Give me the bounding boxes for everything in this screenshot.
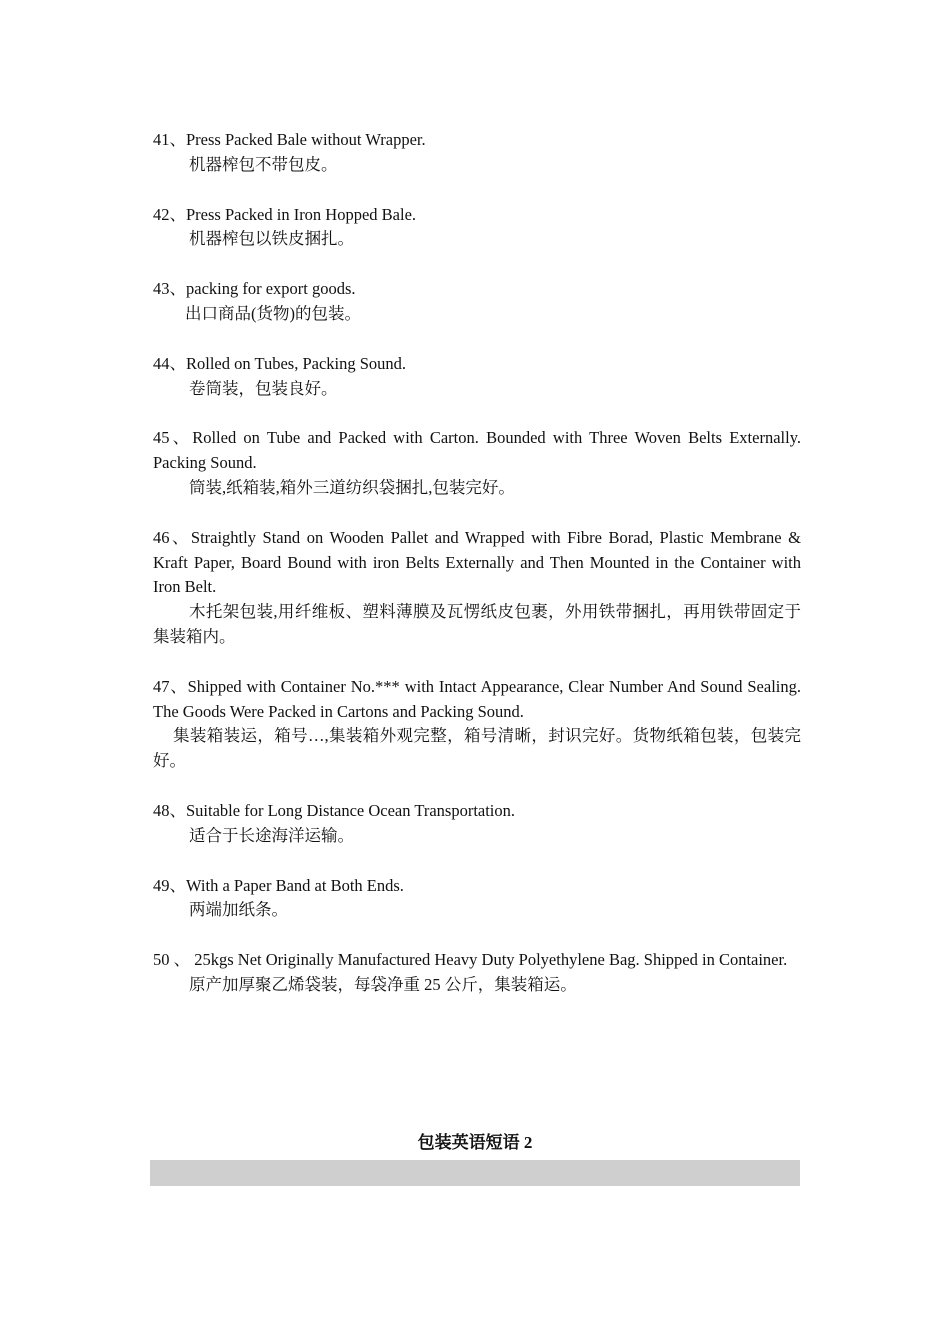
entry-english — [153, 799, 801, 824]
entry-number: 45 — [153, 428, 170, 448]
entry-45 — [153, 426, 801, 500]
entry-separator: 、 — [169, 527, 191, 547]
entry-english-text: Rolled on Tube and Packed with Carton. Bounded with Three Woven Belts Externally. Packing Sound. — [153, 428, 802, 473]
entry-chinese: 集装箱装运，箱号…,集装箱外观完整，箱号清晰，封识完好。货物纸箱包装，包装完好。 — [153, 726, 801, 771]
entry-48 — [153, 799, 801, 849]
entry-separator: 、 — [169, 676, 188, 696]
entry-number: 43 — [153, 279, 170, 299]
entry-number: 41 — [153, 130, 170, 149]
entry-english-text: Suitable for Long Distance Ocean Transportation. — [186, 800, 516, 820]
entry-46 — [153, 526, 801, 650]
entry-english-text: With a Paper Band at Both Ends. — [186, 875, 404, 895]
entry-english — [153, 277, 801, 302]
document-body — [153, 128, 801, 998]
entry-number: 46 — [153, 527, 170, 547]
entry-separator: 、 — [169, 950, 195, 970]
entry-english — [153, 948, 801, 973]
entry-chinese: 木托架包装,用纤维板、塑料薄膜及瓦愣纸皮包裹，外用铁带捆扎，再用铁带固定于集装箱内。 — [153, 602, 801, 646]
entry-chinese: 适合于长途海洋运输。 — [189, 825, 354, 845]
entry-separator: 、 — [169, 130, 186, 149]
entry-chinese: 出口商品(货物)的包装。 — [185, 303, 361, 323]
entry-49 — [153, 874, 801, 924]
entry-chinese: 机器榨包以铁皮捆扎。 — [189, 229, 354, 249]
entry-chinese: 机器榨包不带包皮。 — [189, 154, 338, 174]
entry-separator: 、 — [169, 204, 186, 224]
entry-english — [153, 352, 801, 377]
entry-english-text: Press Packed Bale without Wrapper. — [186, 130, 426, 149]
entry-english-text: Shipped with Container No.*** with Intact Appearance, Clear Number And Sound Sealing. The Goods Were Packed in Cartons and Packing Sound. — [153, 676, 802, 721]
footer-title: 包装英语短语 2 — [417, 1133, 533, 1152]
entry-number: 42 — [153, 204, 170, 224]
entry-separator: 、 — [169, 800, 186, 820]
entry-english-text: 25kgs Net Originally Manufactured Heavy Duty Polyethylene Bag. Shipped in Container. — [194, 950, 788, 970]
entry-english — [153, 128, 801, 153]
entry-english — [153, 526, 801, 600]
entry-47 — [153, 675, 801, 774]
entry-number: 48 — [153, 800, 170, 820]
entry-separator: 、 — [169, 875, 186, 895]
entry-number: 50 — [153, 950, 170, 970]
entry-chinese: 原产加厚聚乙烯袋装，每袋净重 25 公斤，集装箱运。 — [189, 974, 577, 994]
entry-english-text: packing for export goods. — [186, 279, 356, 299]
entry-42 — [153, 203, 801, 253]
entry-chinese: 卷筒装，包装良好。 — [189, 378, 338, 398]
entry-english-text: Press Packed in Iron Hopped Bale. — [186, 204, 417, 224]
entry-chinese: 两端加纸条。 — [189, 900, 288, 920]
entry-separator: 、 — [169, 279, 186, 299]
entry-english — [153, 426, 801, 476]
entry-separator: 、 — [169, 353, 186, 373]
entry-english-text: Straightly Stand on Wooden Pallet and Wrapped with Fibre Borad, Plastic Membrane & Kraft Paper, Board Bound with iron Belts Externally and Then Mounted in the Container with Iron Belt. — [153, 527, 801, 597]
entry-41 — [153, 128, 801, 178]
footer-divider-bar — [150, 1160, 800, 1186]
entry-number: 47 — [153, 676, 170, 696]
entry-50 — [153, 948, 801, 998]
entry-english — [153, 874, 801, 899]
entry-number: 49 — [153, 875, 170, 895]
entry-english — [153, 675, 801, 725]
entry-44 — [153, 352, 801, 402]
entry-43 — [153, 277, 801, 327]
entry-english-text: Rolled on Tubes, Packing Sound. — [186, 353, 407, 373]
entry-english — [153, 203, 801, 228]
entry-number: 44 — [153, 353, 170, 373]
entry-separator: 、 — [169, 428, 193, 448]
entry-chinese: 筒装,纸箱装,箱外三道纺织袋捆扎,包装完好。 — [189, 477, 515, 497]
